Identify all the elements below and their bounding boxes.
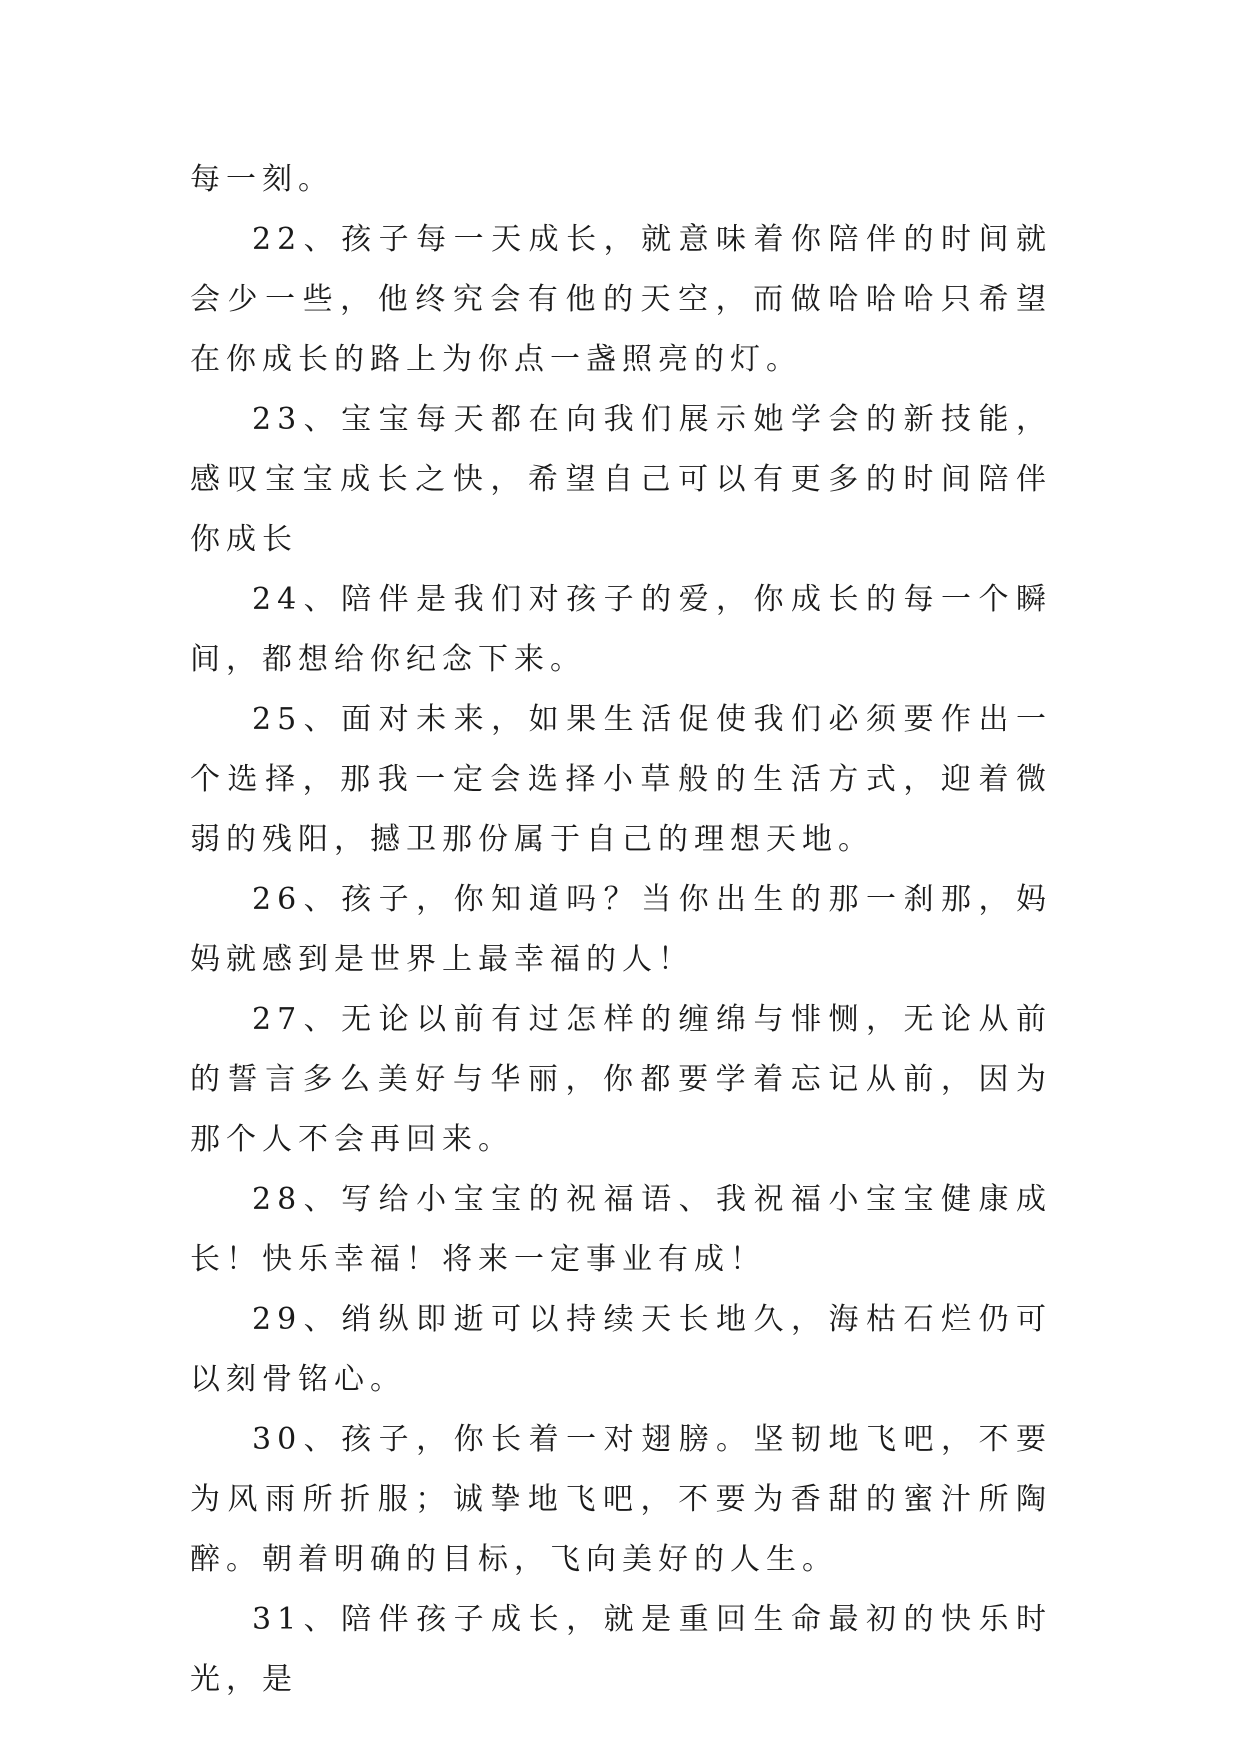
paragraph-item-28: 28、写给小宝宝的祝福语、我祝福小宝宝健康成长！快乐幸福！将来一定事业有成！ bbox=[190, 1182, 1052, 1277]
document-body bbox=[190, 150, 1052, 1710]
paragraph-item-24: 24、陪伴是我们对孩子的爱，你成长的每一个瞬间，都想给你纪念下来。 bbox=[190, 582, 1052, 677]
paragraph-item-25: 25、面对未来，如果生活促使我们必须要作出一个选择，那我一定会选择小草般的生活方式，迎着微弱的残阳，撼卫那份属于自己的理想天地。 bbox=[190, 702, 1052, 857]
paragraph-item-22: 22、孩子每一天成长，就意味着你陪伴的时间就会少一些，他终究会有他的天空，而做哈哈哈只希望在你成长的路上为你点一盏照亮的灯。 bbox=[190, 222, 1052, 377]
paragraph-continuation: 每一刻。 bbox=[190, 162, 334, 197]
paragraph-item-31: 31、陪伴孩子成长，就是重回生命最初的快乐时光，是 bbox=[190, 1602, 1052, 1697]
paragraph-item-23: 23、宝宝每天都在向我们展示她学会的新技能，感叹宝宝成长之快，希望自己可以有更多的时间陪伴你成长 bbox=[190, 402, 1052, 557]
paragraph-item-27: 27、无论以前有过怎样的缠绵与悱恻，无论从前的誓言多么美好与华丽，你都要学着忘记从前，因为那个人不会再回来。 bbox=[190, 1002, 1052, 1157]
paragraph-item-26: 26、孩子，你知道吗？当你出生的那一刹那，妈妈就感到是世界上最幸福的人！ bbox=[190, 882, 1052, 977]
paragraph-item-29: 29、绡纵即逝可以持续天长地久，海枯石烂仍可以刻骨铭心。 bbox=[190, 1302, 1052, 1397]
paragraph-item-30: 30、孩子，你长着一对翅膀。坚韧地飞吧，不要为风雨所折服；诚挚地飞吧，不要为香甜的蜜汁所陶醉。朝着明确的目标，飞向美好的人生。 bbox=[190, 1422, 1052, 1577]
